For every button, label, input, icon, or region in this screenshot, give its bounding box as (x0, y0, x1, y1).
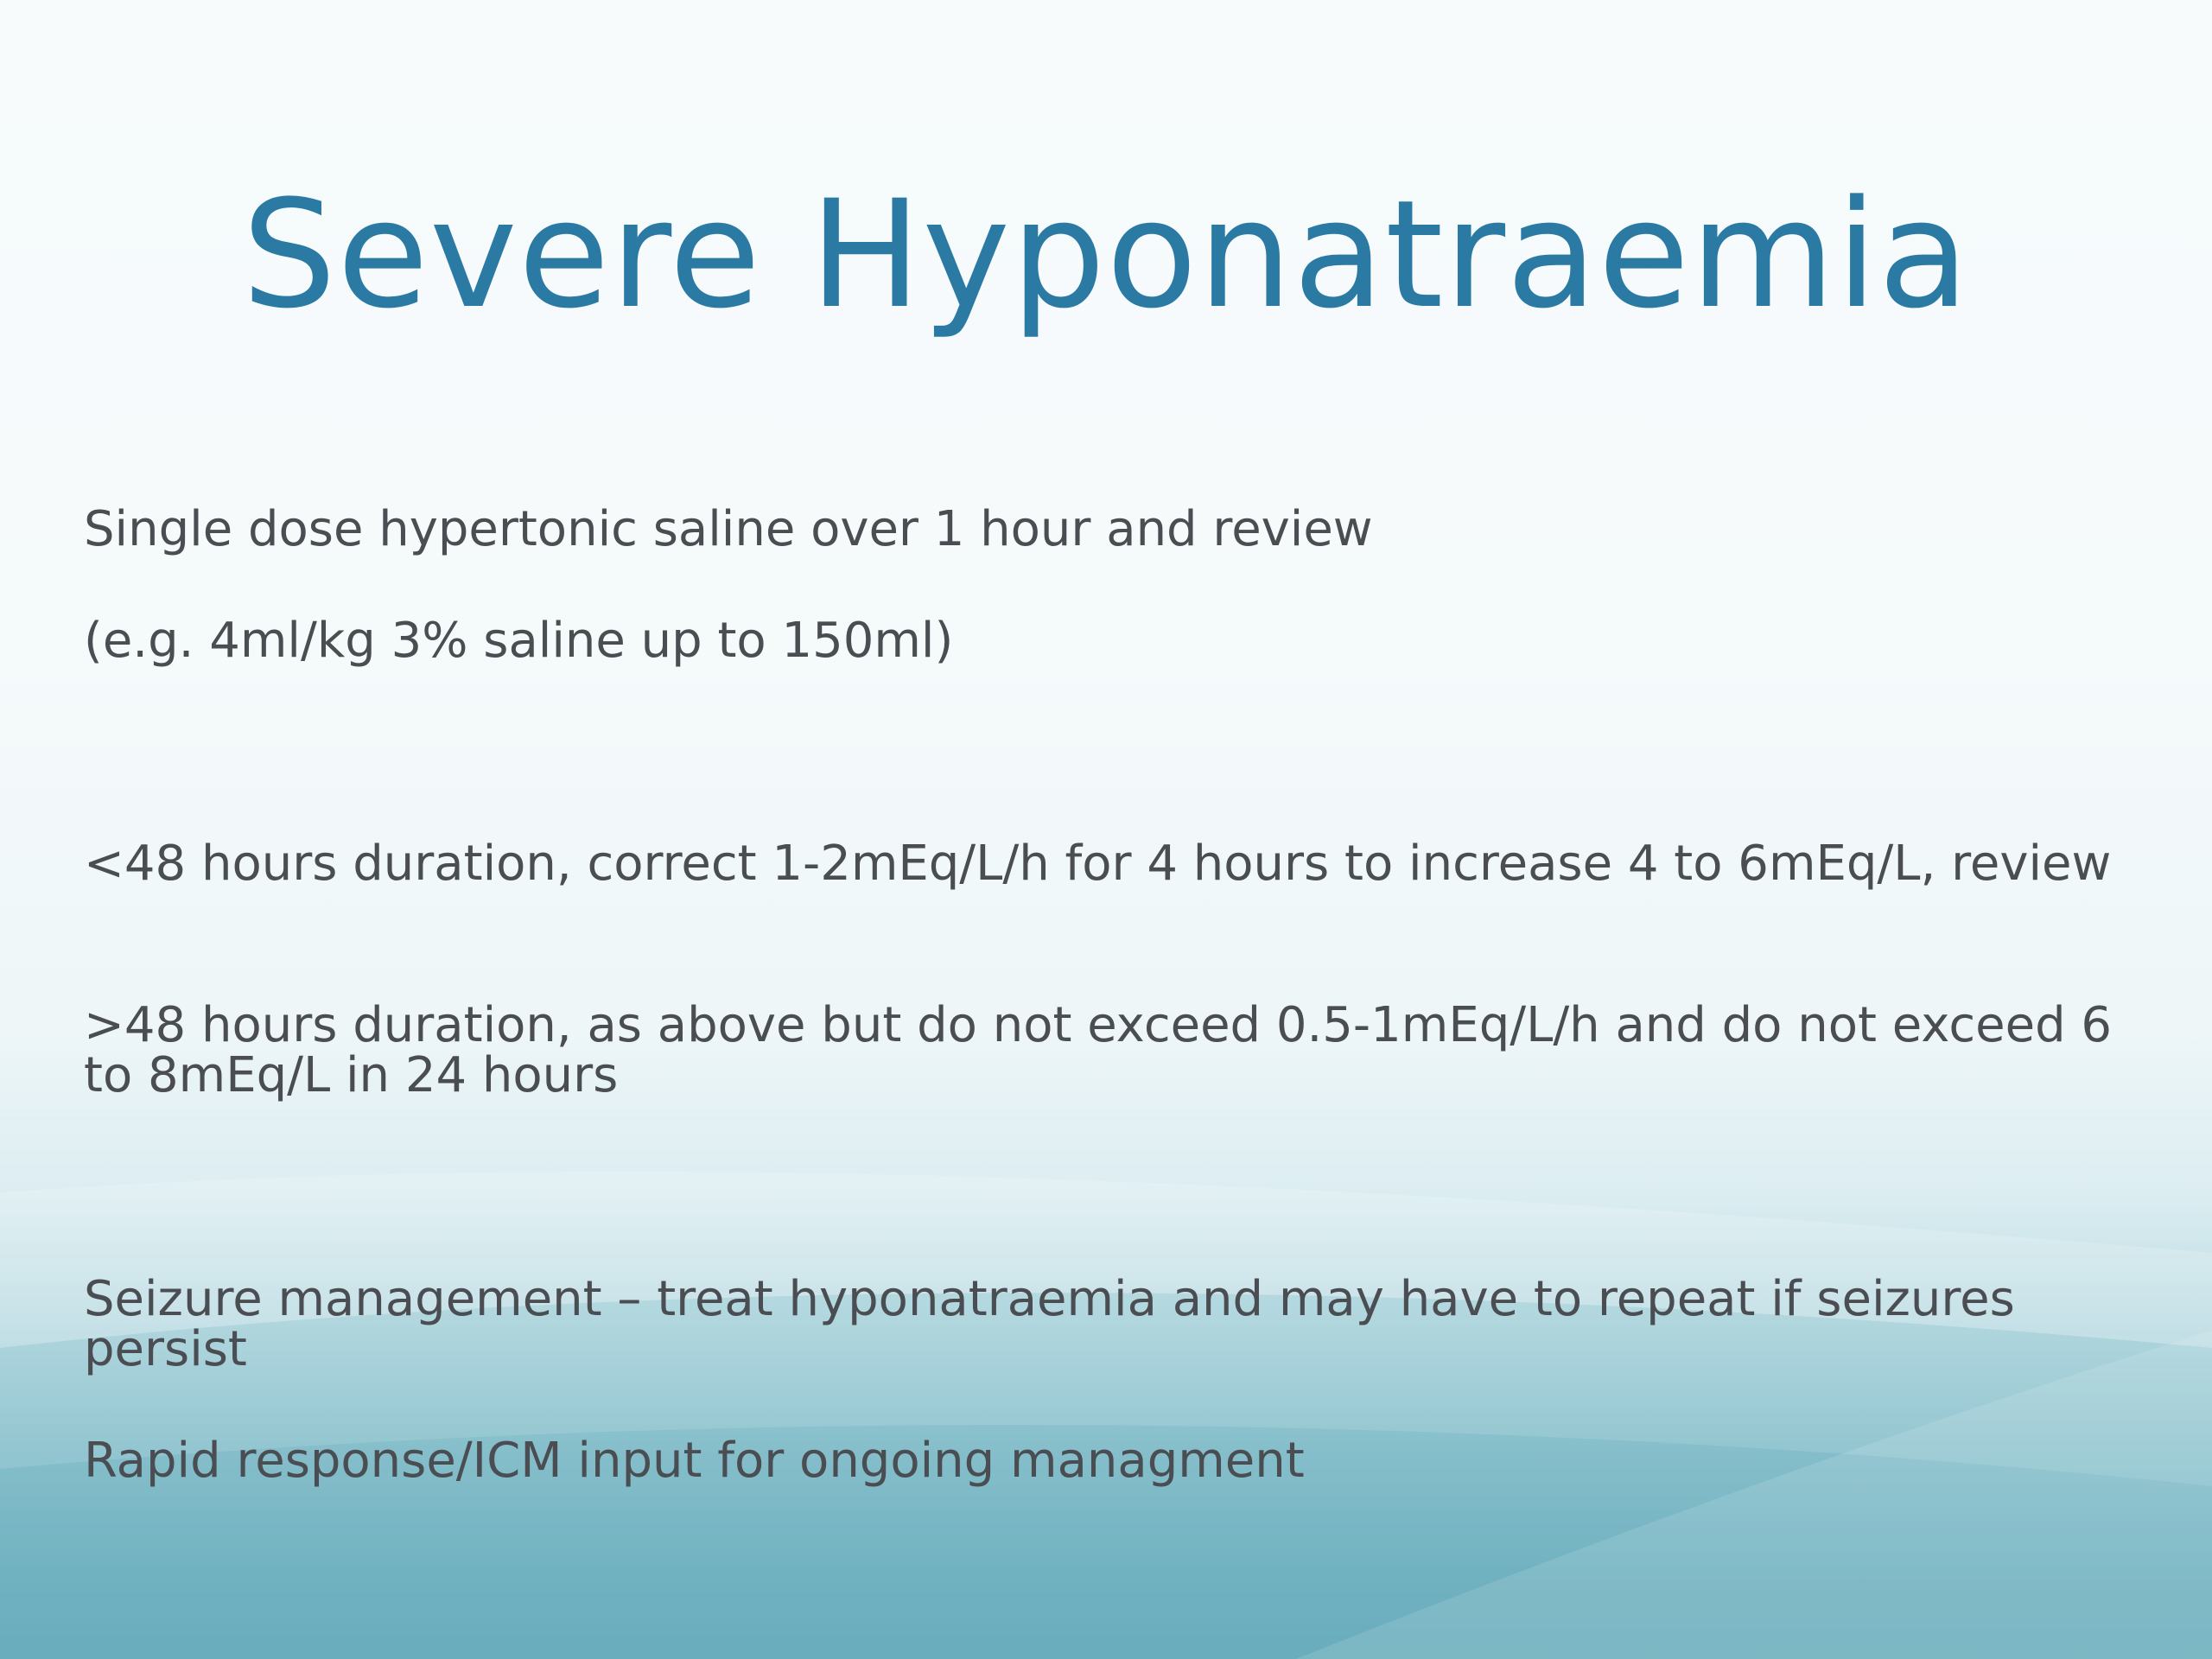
body-paragraph-over-48-hours: >48 hours duration, as above but do not exceed 0.5-1mEq/L/h and do not exceed 6 to 8mEq/L in 24 hours (84, 997, 2113, 1103)
body-paragraph-dose-example: (e.g. 4ml/kg 3% saline up to 150ml) (84, 613, 954, 669)
slide-title: Severe Hyponatraemia (241, 168, 1971, 341)
body-paragraph-seizure-management: Seizure management – treat hyponatraemia and may have to repeat if seizures persist (84, 1271, 2015, 1377)
body-paragraph-rapid-response: Rapid response/ICM input for ongoing managment (84, 1433, 1305, 1489)
body-paragraph-hypertonic-saline: Single dose hypertonic saline over 1 hour and review (84, 501, 1373, 557)
body-paragraph-under-48-hours: <48 hours duration, correct 1-2mEq/L/h for 4 hours to increase 4 to 6mEq/L, review (84, 836, 2112, 892)
